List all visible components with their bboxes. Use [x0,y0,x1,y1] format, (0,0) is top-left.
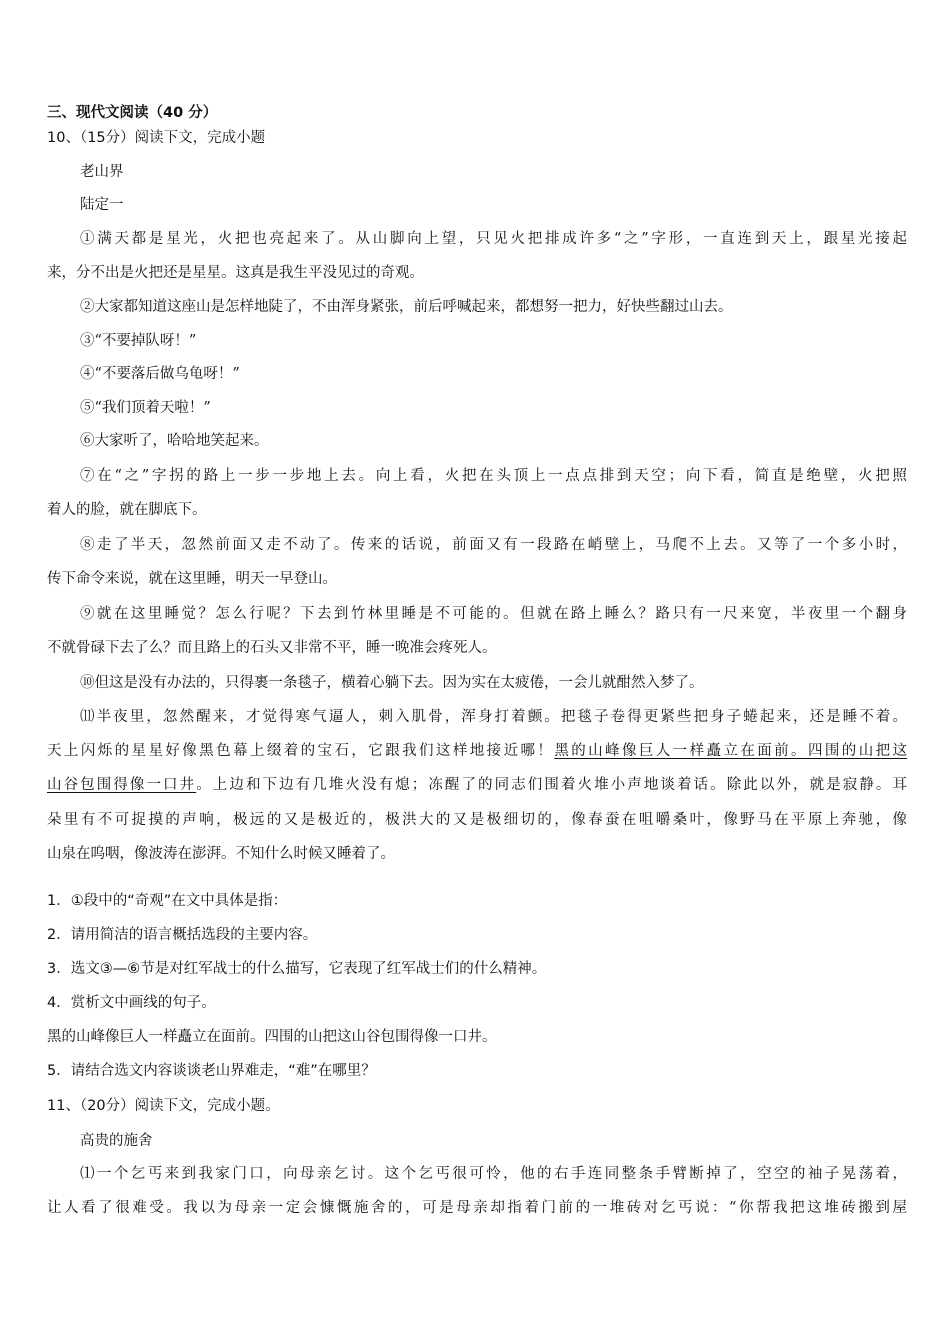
paragraph-10: ⑩但这是没有办法的，只得裹一条毯子，横着心躺下去。因为实在太疲倦，一会儿就酣然入梦了。 [80,675,704,691]
passage-author: 陆定一 [80,197,124,213]
paragraph-6: ⑥大家听了，哈哈地笑起来。 [80,433,269,449]
paragraph-11-line-4: 朵里有不可捉摸的声响，极远的又是极近的，极洪大的又是极细切的，像春蚕在咀嚼桑叶，像野马在平原上奔驰，像 [47,812,907,828]
paragraph-11-line-2-text: 天上闪烁的星星好像黑色幕上缀着的宝石，它跟我们这样地接近哪！ [47,743,555,759]
paragraph-7-line-2: 着人的脸，就在脚底下。 [47,502,207,518]
paragraph-2: ②大家都知道这座山是怎样地陡了，不由浑身紧张，前后呼喊起来，都想努一把力，好快些翻过山去。 [80,299,733,315]
question-11-header: 11、（20分）阅读下文，完成小题。 [47,1098,280,1114]
question-1: 1．①段中的“奇观”在文中具体是指： [47,893,288,909]
passage-2-paragraph-1-line-1: ⑴一个乞丐来到我家门口，向母亲乞讨。这个乞丐很可怜，他的右手连同整条手臂断掉了，空空的袖子晃荡着， [80,1166,907,1182]
question-3: 3．选文③—⑥节是对红军战士的什么描写，它表现了红军战士们的什么精神。 [47,961,547,977]
passage-2-paragraph-1-line-2: 让人看了很难受。我以为母亲一定会慷慨施舍的，可是母亲却指着门前的一堆砖对乞丐说：“你帮我把这堆砖搬到屋 [47,1200,907,1216]
paragraph-4: ④“不要落后做乌龟呀！” [80,366,240,382]
paragraph-11-line-2 [47,741,907,761]
paragraph-7-line-1: ⑦在“之”字拐的路上一步一步地上去。向上看，火把在头顶上一点点排到天空；向下看，简直是绝壁，火把照 [80,468,907,484]
paragraph-11-line-5: 山泉在呜咽，像波涛在澎湃。不知什么时候又睡着了。 [47,846,395,862]
paragraph-11-line-3-text: 。上边和下边有几堆火没有熄；冻醒了的同志们围着火堆小声地谈着话。除此以外，就是寂静。耳 [196,777,908,793]
paragraph-1-line-2: 来，分不出是火把还是星星。这真是我生平没见过的奇观。 [47,265,424,281]
passage-title: 老山界 [80,164,124,180]
paragraph-8-line-2: 传下命令来说，就在这里睡，明天一早登山。 [47,571,337,587]
question-4: 4．赏析文中画线的句子。 [47,995,216,1011]
paragraph-3: ③“不要掉队呀！” [80,333,197,349]
paragraph-8-line-1: ⑧走了半天，忽然前面又走不动了。传来的话说，前面又有一段路在峭壁上，马爬不上去。又等了一个多小时， [80,537,907,553]
question-10-header: 10、（15分）阅读下文，完成小题 [47,130,266,146]
question-2: 2．请用简洁的语言概括选段的主要内容。 [47,927,318,943]
paragraph-9-line-2: 不就骨碌下去了么？而且路上的石头又非常不平，睡一晚准会疼死人。 [47,640,497,656]
underlined-sentence-part-1: 黑的山峰像巨人一样矗立在面前。四围的山把这 [554,743,908,759]
paragraph-9-line-1: ⑨就在这里睡觉？怎么行呢？下去到竹林里睡是不可能的。但就在路上睡么？路只有一尺来宽，半夜里一个翻身 [80,606,907,622]
paragraph-11-line-1: ⑾半夜里，忽然醒来，才觉得寒气逼人，刺入肌骨，浑身打着颤。把毯子卷得更紧些把身子蜷起来，还是睡不着。 [80,709,907,725]
section-title: 三、现代文阅读（40 分） [47,105,218,121]
question-4-quoted-sentence: 黑的山峰像巨人一样矗立在面前。四围的山把这山谷包围得像一口井。 [47,1029,497,1045]
paragraph-1-line-1: ①满天都是星光，火把也亮起来了。从山脚向上望，只见火把排成许多“之”字形，一直连到天上，跟星光接起 [80,231,907,247]
question-5: 5．请结合选文内容谈谈老山界难走，“难”在哪里？ [47,1063,376,1079]
passage-2-title: 高贵的施舍 [80,1133,153,1149]
paragraph-11-line-3 [47,775,907,795]
underlined-sentence-part-2: 山谷包围得像一口井 [47,777,197,793]
paragraph-5: ⑤“我们顶着天啦！” [80,400,211,416]
